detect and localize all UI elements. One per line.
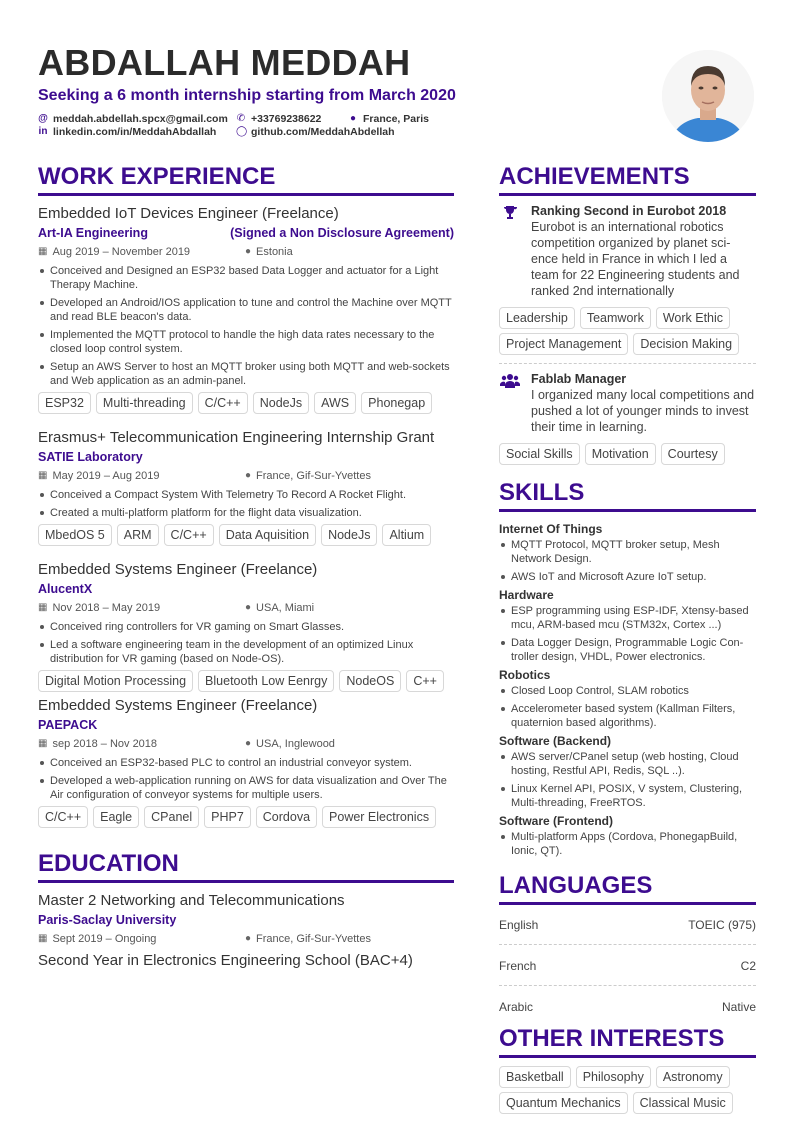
education-date: ▦ Sept 2019 – Ongoing <box>38 933 157 945</box>
job-location: ● France, Gif-Sur-Yvettes <box>245 470 371 482</box>
language-level: C2 <box>740 959 756 973</box>
skill-tag: Altium <box>382 524 431 546</box>
skill-tag: Project Management <box>499 333 628 355</box>
tagline: Seeking a 6 month internship starting from March 2020 <box>38 87 456 104</box>
calendar-icon: ▦ <box>38 246 48 257</box>
skill-tag: NodeJs <box>253 392 309 414</box>
skill-group-title: Internet Of Things <box>499 522 603 536</box>
bullet-item: Led a software engineering team in the development of an optimized Linux distribution for VR gaming (based on Node-OS). <box>38 638 454 666</box>
skill-tag: Phonegap <box>361 392 432 414</box>
job-company: AlucentX <box>38 582 93 596</box>
job-date: ▦ sep 2018 – Nov 2018 <box>38 738 158 750</box>
job-entry <box>38 204 454 414</box>
calendar-icon: ▦ <box>38 602 48 613</box>
job-tags <box>38 806 454 828</box>
bullet-item: Conceived ring controllers for VR gaming on Smart Glasses. <box>38 620 454 634</box>
skill-tag: C/C++ <box>198 392 248 414</box>
candidate-name: ABDALLAH MEDDAH <box>38 42 411 83</box>
job-location: ● USA, Inglewood <box>245 738 335 750</box>
language-level: TOEIC (975) <box>688 918 756 932</box>
skill-group-title: Software (Frontend) <box>499 814 613 828</box>
job-bullets <box>38 756 454 802</box>
skill-group-items <box>499 830 756 858</box>
job-bullets <box>38 264 454 388</box>
skill-item: AWS IoT and Microsoft Azure IoT setup. <box>499 570 756 584</box>
skill-group-title: Hardware <box>499 588 554 602</box>
job-title: Embedded Systems Engineer (Freelance) <box>38 561 318 578</box>
languages-list <box>499 917 756 1015</box>
skill-tag: Leadership <box>499 307 575 329</box>
language-name: Arabic <box>499 1000 534 1014</box>
achievements-heading: ACHIEVEMENTS <box>499 163 690 190</box>
language-row <box>499 958 756 974</box>
skill-tag: Eagle <box>93 806 139 828</box>
skill-item: ESP programming using ESP-IDF, Xtensy-based mcu, ARM-based mcu (STM32x, Cortex ...) <box>499 604 756 632</box>
profile-photo <box>662 50 754 142</box>
job-date: ▦ Aug 2019 – November 2019 <box>38 246 191 258</box>
map-pin-icon: ● <box>245 738 252 749</box>
skill-tag: MbedOS 5 <box>38 524 112 546</box>
education-location: ● France, Gif-Sur-Yvettes <box>245 933 371 945</box>
languages-heading: LANGUAGES <box>499 872 653 899</box>
skill-tag: Courtesy <box>661 443 725 465</box>
skills-heading: SKILLS <box>499 479 585 506</box>
job-note: (Signed a Non Disclosure Agreement) <box>230 226 454 240</box>
section-divider <box>499 902 756 905</box>
language-name: English <box>499 918 539 932</box>
education-degree: Second Year in Electronics Engineering School (BAC+4) <box>38 952 413 969</box>
skill-tag: Cordova <box>256 806 317 828</box>
skill-tag: C/C++ <box>164 524 214 546</box>
language-name: French <box>499 959 537 973</box>
skill-tag: NodeJs <box>321 524 377 546</box>
skill-group-items <box>499 604 756 664</box>
interest-tags <box>499 1066 756 1114</box>
job-company: SATIE Laboratory <box>38 450 143 464</box>
section-divider <box>499 193 756 196</box>
skills-list <box>499 522 756 858</box>
skill-tag: Teamwork <box>580 307 651 329</box>
achievement-item: Fablab Manager I organized many local competitions and pushed a lot of younger minds to invest their time in learning. <box>499 372 756 435</box>
job-title: Embedded IoT Devices Engineer (Freelance) <box>38 205 339 222</box>
work-experience-list <box>38 204 454 828</box>
skill-tag: Classical Music <box>633 1092 733 1114</box>
achievement-tags <box>499 307 756 355</box>
job-title: Embedded Systems Engineer (Freelance) <box>38 697 318 714</box>
github-link[interactable]: ◯ github.com/MeddahAbdellah <box>236 125 395 138</box>
skill-tag: Digital Motion Processing <box>38 670 193 692</box>
phone-contact[interactable]: ✆ +33769238622 <box>236 112 322 125</box>
bullet-item: Conceived a Compact System With Telemetry To Record A Rocket Flight. <box>38 488 454 502</box>
job-tags <box>38 670 454 692</box>
section-divider <box>38 880 454 883</box>
calendar-icon: ▦ <box>38 933 48 944</box>
skill-tag: Motivation <box>585 443 656 465</box>
job-title: Erasmus+ Telecommunication Engineering Internship Grant <box>38 429 435 446</box>
bullet-item: Implemented the MQTT protocol to handle the high data rates necessary to the closed loop control system. <box>38 328 454 356</box>
calendar-icon: ▦ <box>38 470 48 481</box>
dashed-divider <box>499 985 756 986</box>
linkedin-icon: in <box>38 126 48 137</box>
skill-tag: ARM <box>117 524 159 546</box>
job-tags <box>38 524 454 546</box>
job-location: ● USA, Miami <box>245 602 315 614</box>
bullet-item: Conceived an ESP32-based PLC to control an industrial conveyor system. <box>38 756 454 770</box>
skill-tag: PHP7 <box>204 806 251 828</box>
skill-item: Data Logger Design, Programmable Logic Con-troller design, VHDL, Power electronics. <box>499 636 756 664</box>
contact-info <box>38 112 429 138</box>
education-item <box>38 891 454 947</box>
skill-group-title: Software (Backend) <box>499 734 612 748</box>
bullet-item: Created a multi-platform platform for the flight data visualization. <box>38 506 454 520</box>
skill-item: MQTT Protocol, MQTT broker setup, Mesh Network Design. <box>499 538 756 566</box>
map-pin-icon: ● <box>245 933 252 944</box>
map-pin-icon: ● <box>349 113 357 124</box>
skill-item: AWS server/CPanel setup (web hosting, Cloud hosting, Restful API, Redis, SQL ..). <box>499 750 756 778</box>
skill-tag: Astronomy <box>656 1066 730 1088</box>
skill-tag: Quantum Mechanics <box>499 1092 628 1114</box>
job-bullets <box>38 620 454 666</box>
skill-tag: NodeOS <box>339 670 401 692</box>
skill-item: Accelerometer based system (Kallman Filters, quaternion based algorithms). <box>499 702 756 730</box>
map-pin-icon: ● <box>245 470 252 481</box>
users-icon <box>499 372 521 435</box>
section-divider <box>38 193 454 196</box>
job-bullets <box>38 488 454 520</box>
at-icon: @ <box>38 113 48 124</box>
skill-group-items <box>499 684 756 730</box>
skill-tag: Power Electronics <box>322 806 436 828</box>
job-company: PAEPACK <box>38 718 98 732</box>
job-entry <box>38 428 454 546</box>
email-contact[interactable]: @ meddah.abdellah.spcx@gmail.com <box>38 112 228 125</box>
github-icon: ◯ <box>236 126 248 137</box>
phone-icon: ✆ <box>236 113 246 124</box>
skill-tag: CPanel <box>144 806 199 828</box>
right-column <box>499 163 756 1114</box>
dashed-divider <box>499 944 756 945</box>
skill-tag: Philosophy <box>576 1066 651 1088</box>
skill-item: Linux Kernel API, POSIX, V system, Clustering, Multi-threading, FreeRTOS. <box>499 782 756 810</box>
skill-tag: ESP32 <box>38 392 91 414</box>
skill-item: Closed Loop Control, SLAM robotics <box>499 684 756 698</box>
skill-group-items <box>499 750 756 810</box>
bullet-item: Setup an AWS Server to host an MQTT broker using both MQTT and web-sockets and Web application as an admin-panel. <box>38 360 454 388</box>
skill-item: Multi-platform Apps (Cordova, PhonegapBuild, Ionic, QT). <box>499 830 756 858</box>
skill-tag: Multi-threading <box>96 392 193 414</box>
skill-tag: C++ <box>406 670 444 692</box>
skill-tag: Data Aquisition <box>219 524 316 546</box>
job-tags <box>38 392 454 414</box>
dashed-divider <box>499 363 756 364</box>
language-level: Native <box>721 1000 756 1014</box>
skill-tag: C/C++ <box>38 806 88 828</box>
education-school: Paris-Saclay University <box>38 913 177 927</box>
calendar-icon: ▦ <box>38 738 48 749</box>
job-location: ● Estonia <box>245 246 293 258</box>
left-column <box>38 163 454 970</box>
interests-heading: OTHER INTERESTS <box>499 1025 725 1052</box>
skill-tag: Work Ethic <box>656 307 730 329</box>
bullet-item: Developed an Android/IOS application to tune and control the Machine over MQTT and read BLE beacon's data. <box>38 296 454 324</box>
skill-tag: Bluetooth Low Eenrgy <box>198 670 334 692</box>
skill-tag: AWS <box>314 392 356 414</box>
job-date: ▦ May 2019 – Aug 2019 <box>38 470 160 482</box>
skill-tag: Basketball <box>499 1066 571 1088</box>
skill-group-title: Robotics <box>499 668 551 682</box>
skill-tag: Decision Making <box>633 333 739 355</box>
skill-tag: Social Skills <box>499 443 580 465</box>
job-entry <box>38 560 454 692</box>
bullet-item: Developed a web-application running on AWS for data visualization and Over The Air configuration of conveyor systems for multiple users. <box>38 774 454 802</box>
bullet-item: Conceived and Designed an ESP32 based Data Logger and actuator for a Light Therapy Machine. <box>38 264 454 292</box>
linkedin-link[interactable]: in linkedin.com/in/MeddahAbdallah <box>38 125 217 138</box>
achievement-tags <box>499 443 756 465</box>
job-date: ▦ Nov 2018 – May 2019 <box>38 602 161 614</box>
map-pin-icon: ● <box>245 246 252 257</box>
skill-group-items <box>499 538 756 584</box>
achievement-item: Ranking Second in Eurobot 2018 Eurobot is an international robotics competition organized by planet sci-ence held in France in which I led a team for 22 Engineering students and ranked 2nd internationally <box>499 204 756 299</box>
education-degree: Master 2 Networking and Telecommunications <box>38 892 345 909</box>
language-row <box>499 999 756 1015</box>
section-divider <box>499 509 756 512</box>
map-pin-icon: ● <box>245 602 252 613</box>
work-experience-heading: WORK EXPERIENCE <box>38 163 276 190</box>
language-row <box>499 917 756 933</box>
trophy-icon <box>499 204 521 299</box>
job-entry <box>38 696 454 828</box>
location-contact: ● France, Paris <box>349 112 429 125</box>
job-company: Art-IA Engineering (Signed a Non Disclosure Agreement) <box>38 226 454 240</box>
education-heading: EDUCATION <box>38 850 179 877</box>
section-divider <box>499 1055 756 1058</box>
